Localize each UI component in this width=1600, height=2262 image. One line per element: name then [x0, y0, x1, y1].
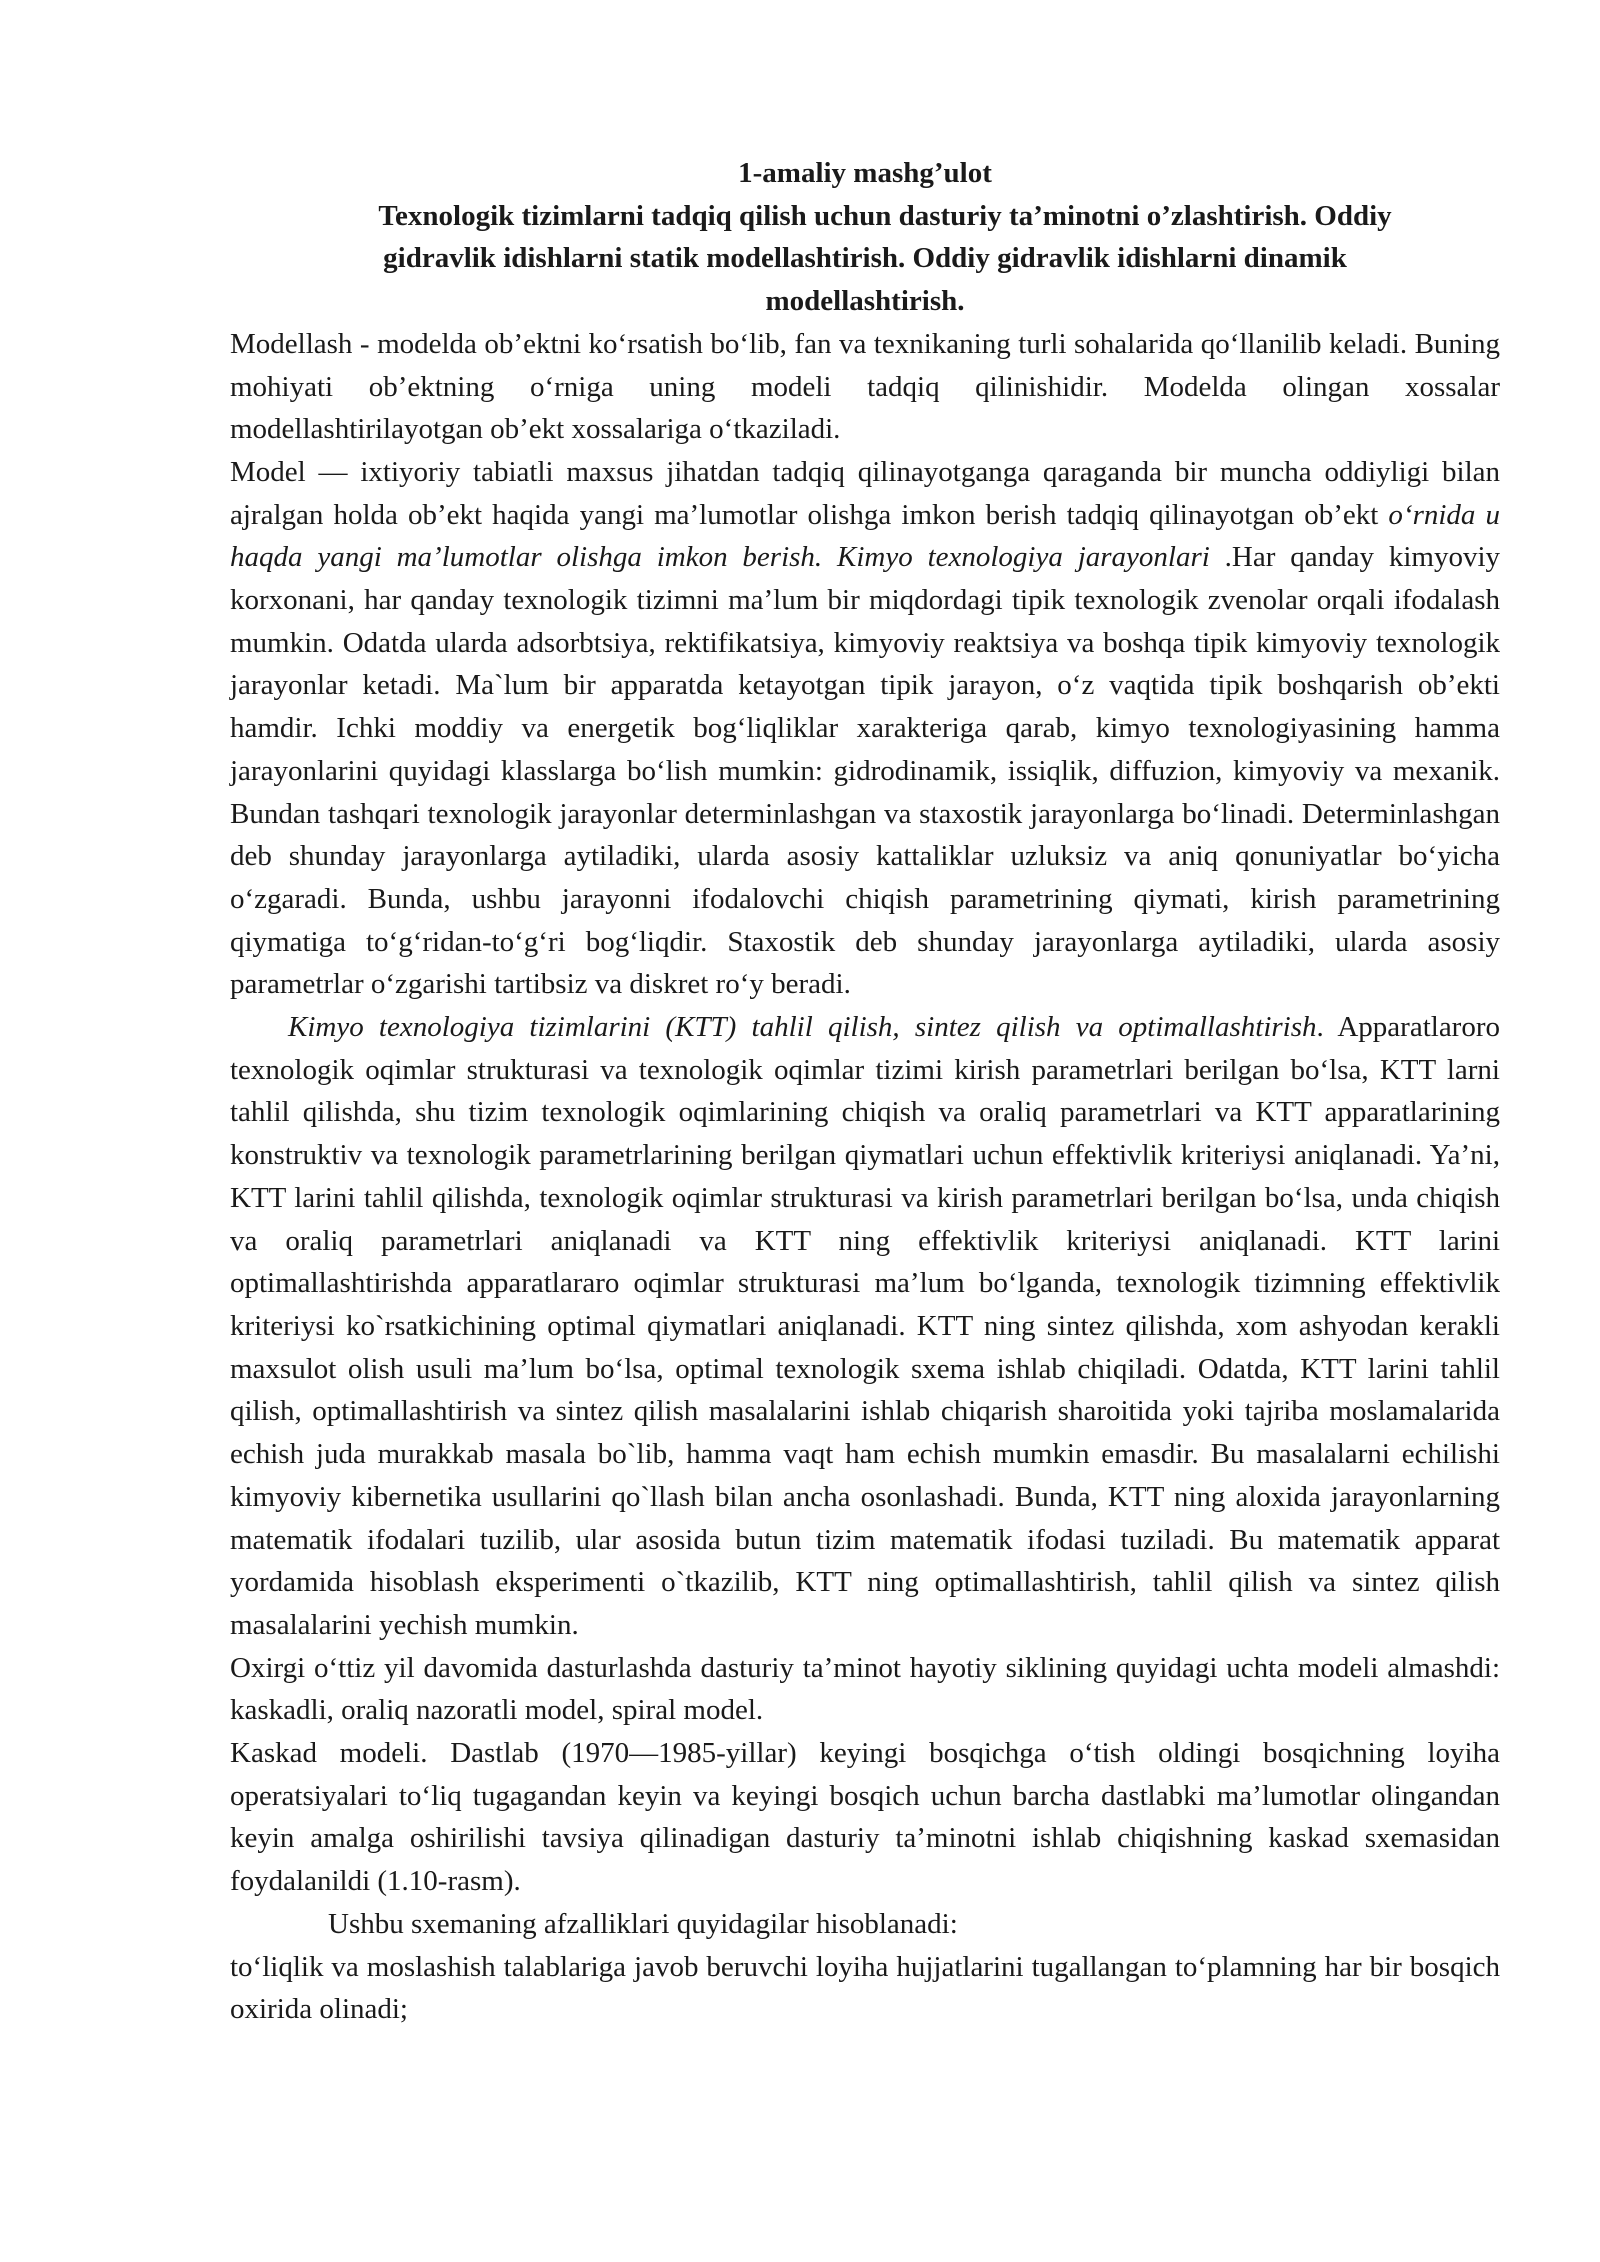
paragraph-cascade: Kaskad modeli. Dastlab (1970—1985-yillar) keyingi bosqichga o‘tish oldingi bosqichning loyiha operatsiyalari to‘liq tugagandan keyin va keyingi bosqich uchun barcha dastlabki ma’lumotlar olingandan keyin amalga oshirilishi tavsiya qilinadigan dasturiy ta’minotni ishlab chiqishning kaskad sxemasidan foydalanildi (1.10-rasm). [230, 1737, 1500, 1898]
paragraph-model-rest: .Har qanday kimyoviy korxonani, har qanday texnologik tizimni ma’lum bir miqdordagi tipik texnologik zvenolar orqali ifodalash mumkin. Odatda ularda adsorbtsiya, rektifikatsiya, kimyoviy reaktsiya va boshqa tipik kimyoviy texnologik jarayonlar ketadi. Ma`lum bir apparatda ketayotgan tipik jarayon, oʻz vaqtida tipik boshqarish ob’ekti hamdir. Ichki moddiy va energetik bogʻliqliklar xarakteriga qarab, kimyo texnologiyasining hamma jarayonlarini quyidagi klasslarga boʻlish mumkin: gidrodinamik, issiqlik, diffuzion, kimyoviy va mexanik. Bundan tashqari texnologik jarayonlar determinlashgan va staxostik jarayonlarga boʻlinadi. Determinlashgan deb shunday jarayonlarga aytiladiki, ularda asosiy kattaliklar uzluksiz va aniq qonuniyatlar boʻyicha oʻzgaradi. Bunda, ushbu jarayonni ifodalovchi chiqish parametrining qiymati, kirish parametrining qiymatiga toʻgʻridan-toʻgʻri bogʻliqdir. Staxostik deb shunday jarayonlarga aytiladiki, ularda asosiy parametrlar oʻzgarishi tartibsiz va diskret roʻy beradi. [230, 541, 1500, 1001]
paragraph-completeness: to‘liqlik va moslashish talablariga javob beruvchi loyiha hujjatlarini tugallangan to‘plamning har bir bosqich oxirida olinadi; [230, 1950, 1500, 2026]
paragraph-model-text: Model — ixtiyoriy tabiatli maxsus jihatdan tadqiq qilinayotganga qaraganda bir muncha oddiyligi bilan ajralgan holda ob’ekt haqida yangi ma’lumotlar olishga imkon berish tadqiq qilinayotgan ob’ekt [230, 455, 1500, 531]
title-line-3: gidravlik idishlarni statik modellashtirish. Oddiy gidravlik idishlarni dinamik [383, 242, 1347, 275]
paragraph-model-italic: o‘rnida u haqda yangi ma’lumotlar olishga imkon berish. Kimyo texnologiya jarayonlari [230, 498, 1500, 574]
paragraph-model [230, 451, 1500, 1006]
paragraph-ktt [230, 1006, 1500, 1647]
paragraph-lifecycle: Oxirgi o‘ttiz yil davomida dasturlashda dasturiy ta’minot hayotiy siklining quyidagi uchta modeli almashdi: kaskadli, oraliq nazoratli model, spiral model. [230, 1651, 1500, 1727]
paragraph-ktt-heading: Kimyo texnologiya tizimlarini (KTT) tahlil qilish, sintez qilish va optimallashtirish [288, 1011, 1317, 1044]
paragraph-advantages: Ushbu sxemaning afzalliklari quyidagilar hisoblanadi: [328, 1907, 958, 1940]
paragraph-ktt-text: . Apparatlaroro texnologik oqimlar strukturasi va texnologik oqimlar tizimi kirish parametrlari berilgan boʻlsa, KTT larni tahlil qilishda, shu tizim texnologik oqimlarining chiqish va oraliq parametrlari va KTT apparatlarining konstruktiv va texnologik parametrlarining berilgan qiymatlari uchun effektivlik kriteriysi aniqlanadi. Ya’ni, KTT larini tahlil qilishda, texnologik oqimlar strukturasi va kirish parametrlari berilgan boʻlsa, unda chiqish va oraliq parametrlari aniqlanadi va KTT ning effektivlik kriteriysi aniqlanadi. KTT larini optimallashtirishda apparatlararo oqimlar strukturasi ma’lum boʻlganda, texnologik tizimning effektivlik kriteriysi ko`rsatkichining optimal qiymatlari aniqlanadi. KTT ning sintez qilishda, xom ashyodan kerakli maxsulot olish usuli ma’lum boʻlsa, optimal texnologik sxema ishlab chiqiladi. Odatda, KTT larini tahlil qilish, optimallashtirish va sintez qilish masalalarini ishlab chiqarish sharoitida yoki tajriba moslamalarida echish juda murakkab masala bo`lib, hamma vaqt ham echish mumkin emasdir. Bu masalalarni echilishi kimyoviy kibernetika usullarini qo`llash bilan ancha osonlashadi. Bunda, KTT ning aloxida jarayonlarning matematik ifodalari tuzilib, ular asosida butun tizim matematik ifodasi tuziladi. Bu matematik apparat yordamida hisoblash eksperimenti o`tkazilib, KTT ning optimallashtirish, tahlil qilish va sintez qilish masalalarini yechish mumkin. [230, 1011, 1500, 1641]
title-line-1: 1-amaliy mashg’ulot [738, 157, 992, 189]
document-title [230, 152, 1500, 323]
title-line-4: modellashtirish. [765, 285, 965, 318]
title-line-2: Texnologik tizimlarni tadqiq qilish uchun dasturiy ta’minotni o’zlashtirish. Oddiy [378, 199, 1392, 232]
paragraph-modellash: Modellash - modelda ob’ektni ko‘rsatish bo‘lib, fan va texnikaning turli sohalarida qo‘llanilib keladi. Buning mohiyati ob’ektning o‘rniga uning modeli tadqiq qilinishidir. Modelda olingan xossalar modellashtirilayotgan ob’ekt xossalariga o‘tkaziladi. [230, 327, 1500, 446]
